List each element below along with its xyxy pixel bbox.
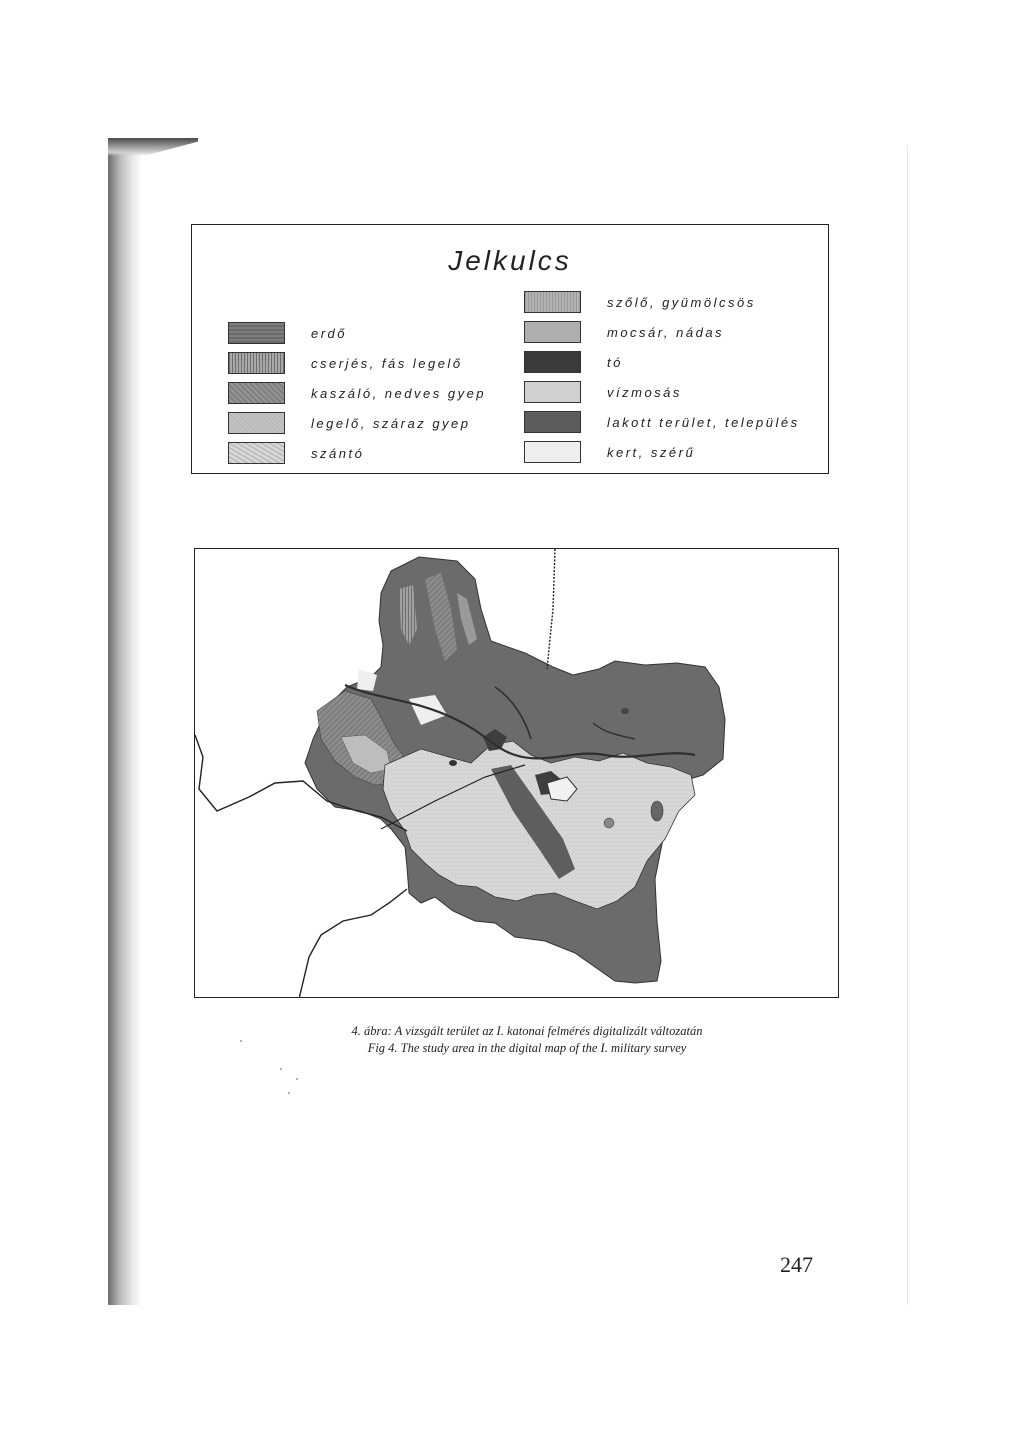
legend-item-garden [524, 437, 800, 467]
lake [621, 708, 629, 714]
map-svg [195, 549, 839, 998]
figure-caption-english: Fig 4. The study area in the digital map of the I. military survey [367, 1041, 687, 1055]
legend-item-arable [228, 438, 486, 468]
legend-label: legelő, száraz gyep [311, 415, 471, 431]
legend-label: szántó [311, 445, 365, 461]
meadow-swatch-icon [228, 382, 285, 404]
admin-boundary [299, 889, 407, 998]
legend-label: kert, szérű [607, 444, 696, 460]
legend-item-lake [524, 347, 800, 377]
lake [651, 801, 663, 821]
legend-item-forest [228, 318, 486, 348]
gully-swatch-icon [524, 381, 581, 403]
legend-label: szőlő, gyümölcsös [607, 294, 756, 310]
legend-item-marsh [524, 317, 800, 347]
legend-item-vineyard [524, 287, 800, 317]
legend-label: cserjés, fás legelő [311, 355, 463, 371]
figure-caption-hungarian: 4. ábra: A vizsgált terület az I. katonai felmérés digitalizált változatán [351, 1024, 703, 1038]
legend-title: Jelkulcs [448, 245, 572, 276]
legend-label: vízmosás [607, 384, 682, 400]
page-number: 247 [780, 1252, 813, 1277]
map-legend [191, 224, 829, 474]
scan-speck [288, 1092, 290, 1094]
scan-speck [296, 1078, 298, 1080]
legend-item-settlement [524, 407, 800, 437]
admin-boundary [547, 549, 555, 669]
marsh-swatch-icon [524, 321, 581, 343]
scan-speck [240, 1040, 242, 1042]
study-area-map [194, 548, 839, 998]
legend-label: mocsár, nádas [607, 324, 725, 340]
legend-left-column [228, 318, 486, 468]
legend-label: tó [607, 354, 623, 370]
garden-swatch-icon [524, 441, 581, 463]
legend-label: kaszáló, nedves gyep [311, 385, 487, 401]
legend-item-pasture [228, 408, 486, 438]
legend-item-shrub [228, 348, 486, 378]
scan-speck [280, 1068, 282, 1070]
scan-page-edge [907, 145, 908, 1305]
shrub-swatch-icon [228, 352, 285, 374]
vineyard-swatch-icon [524, 291, 581, 313]
legend-right-column [524, 287, 800, 467]
arable-swatch-icon [228, 442, 285, 464]
legend-item-gully [524, 377, 800, 407]
scan-gutter-shadow [108, 140, 142, 1305]
scan-corner-shadow [108, 138, 198, 156]
lake [449, 760, 457, 766]
pasture-swatch-icon [228, 412, 285, 434]
legend-label: lakott terület, település [607, 414, 800, 430]
lake-swatch-icon [524, 351, 581, 373]
settlement-swatch-icon [524, 411, 581, 433]
legend-item-meadow [228, 378, 486, 408]
forest-swatch-icon [228, 322, 285, 344]
legend-label: erdő [311, 325, 348, 341]
lake [604, 818, 614, 828]
